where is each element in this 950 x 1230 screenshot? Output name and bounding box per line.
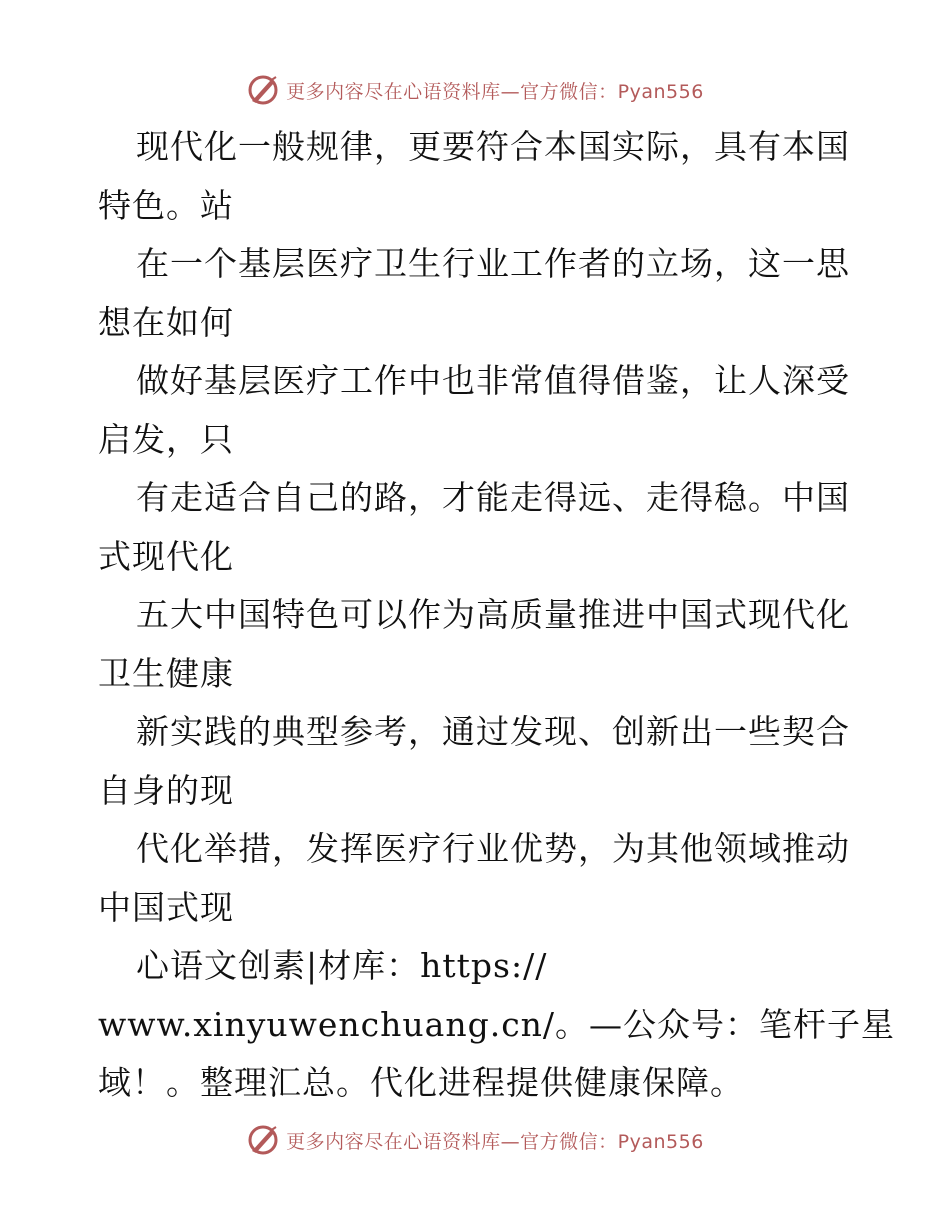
quill-logo-icon	[246, 1123, 280, 1157]
body-line: 想在如何	[98, 302, 234, 342]
header-banner	[0, 70, 950, 110]
body-line: 特色。站	[98, 185, 234, 225]
body-line: 式现代化	[98, 536, 234, 576]
body-line: 代化举措，发挥医疗行业优势，为其他领域推动	[136, 829, 850, 868]
body-line-url: www.xinyuwenchuang.cn/。—公众号：笔杆子星	[98, 1004, 896, 1044]
body-line: 卫生健康	[98, 653, 234, 693]
footer-banner	[0, 1120, 950, 1160]
body-line: 启发，只	[98, 419, 234, 459]
body-line: 域！。整理汇总。代化进程提供健康保障。	[98, 1063, 744, 1102]
body-line: 中国式现	[98, 887, 234, 927]
document-body	[98, 118, 896, 1113]
body-line: 五大中国特色可以作为高质量推进中国式现代化	[136, 595, 850, 634]
body-line: 自身的现	[98, 770, 234, 810]
body-line: 心语文创素|材库：https://	[136, 946, 548, 985]
body-line: 有走适合自己的路，才能走得远、走得稳。中国	[136, 478, 850, 517]
body-line: 现代化一般规律，更要符合本国实际，具有本国	[136, 127, 850, 166]
quill-logo-icon	[246, 73, 280, 107]
header-banner-text: 更多内容尽在心语资料库—官方微信：Pyan556	[286, 80, 704, 103]
body-line: 在一个基层医疗卫生行业工作者的立场，这一思	[136, 244, 850, 283]
body-line: 新实践的典型参考，通过发现、创新出一些契合	[136, 712, 850, 751]
body-line: 做好基层医疗工作中也非常值得借鉴，让人深受	[136, 361, 850, 400]
footer-banner-text: 更多内容尽在心语资料库—官方微信：Pyan556	[286, 1130, 704, 1153]
